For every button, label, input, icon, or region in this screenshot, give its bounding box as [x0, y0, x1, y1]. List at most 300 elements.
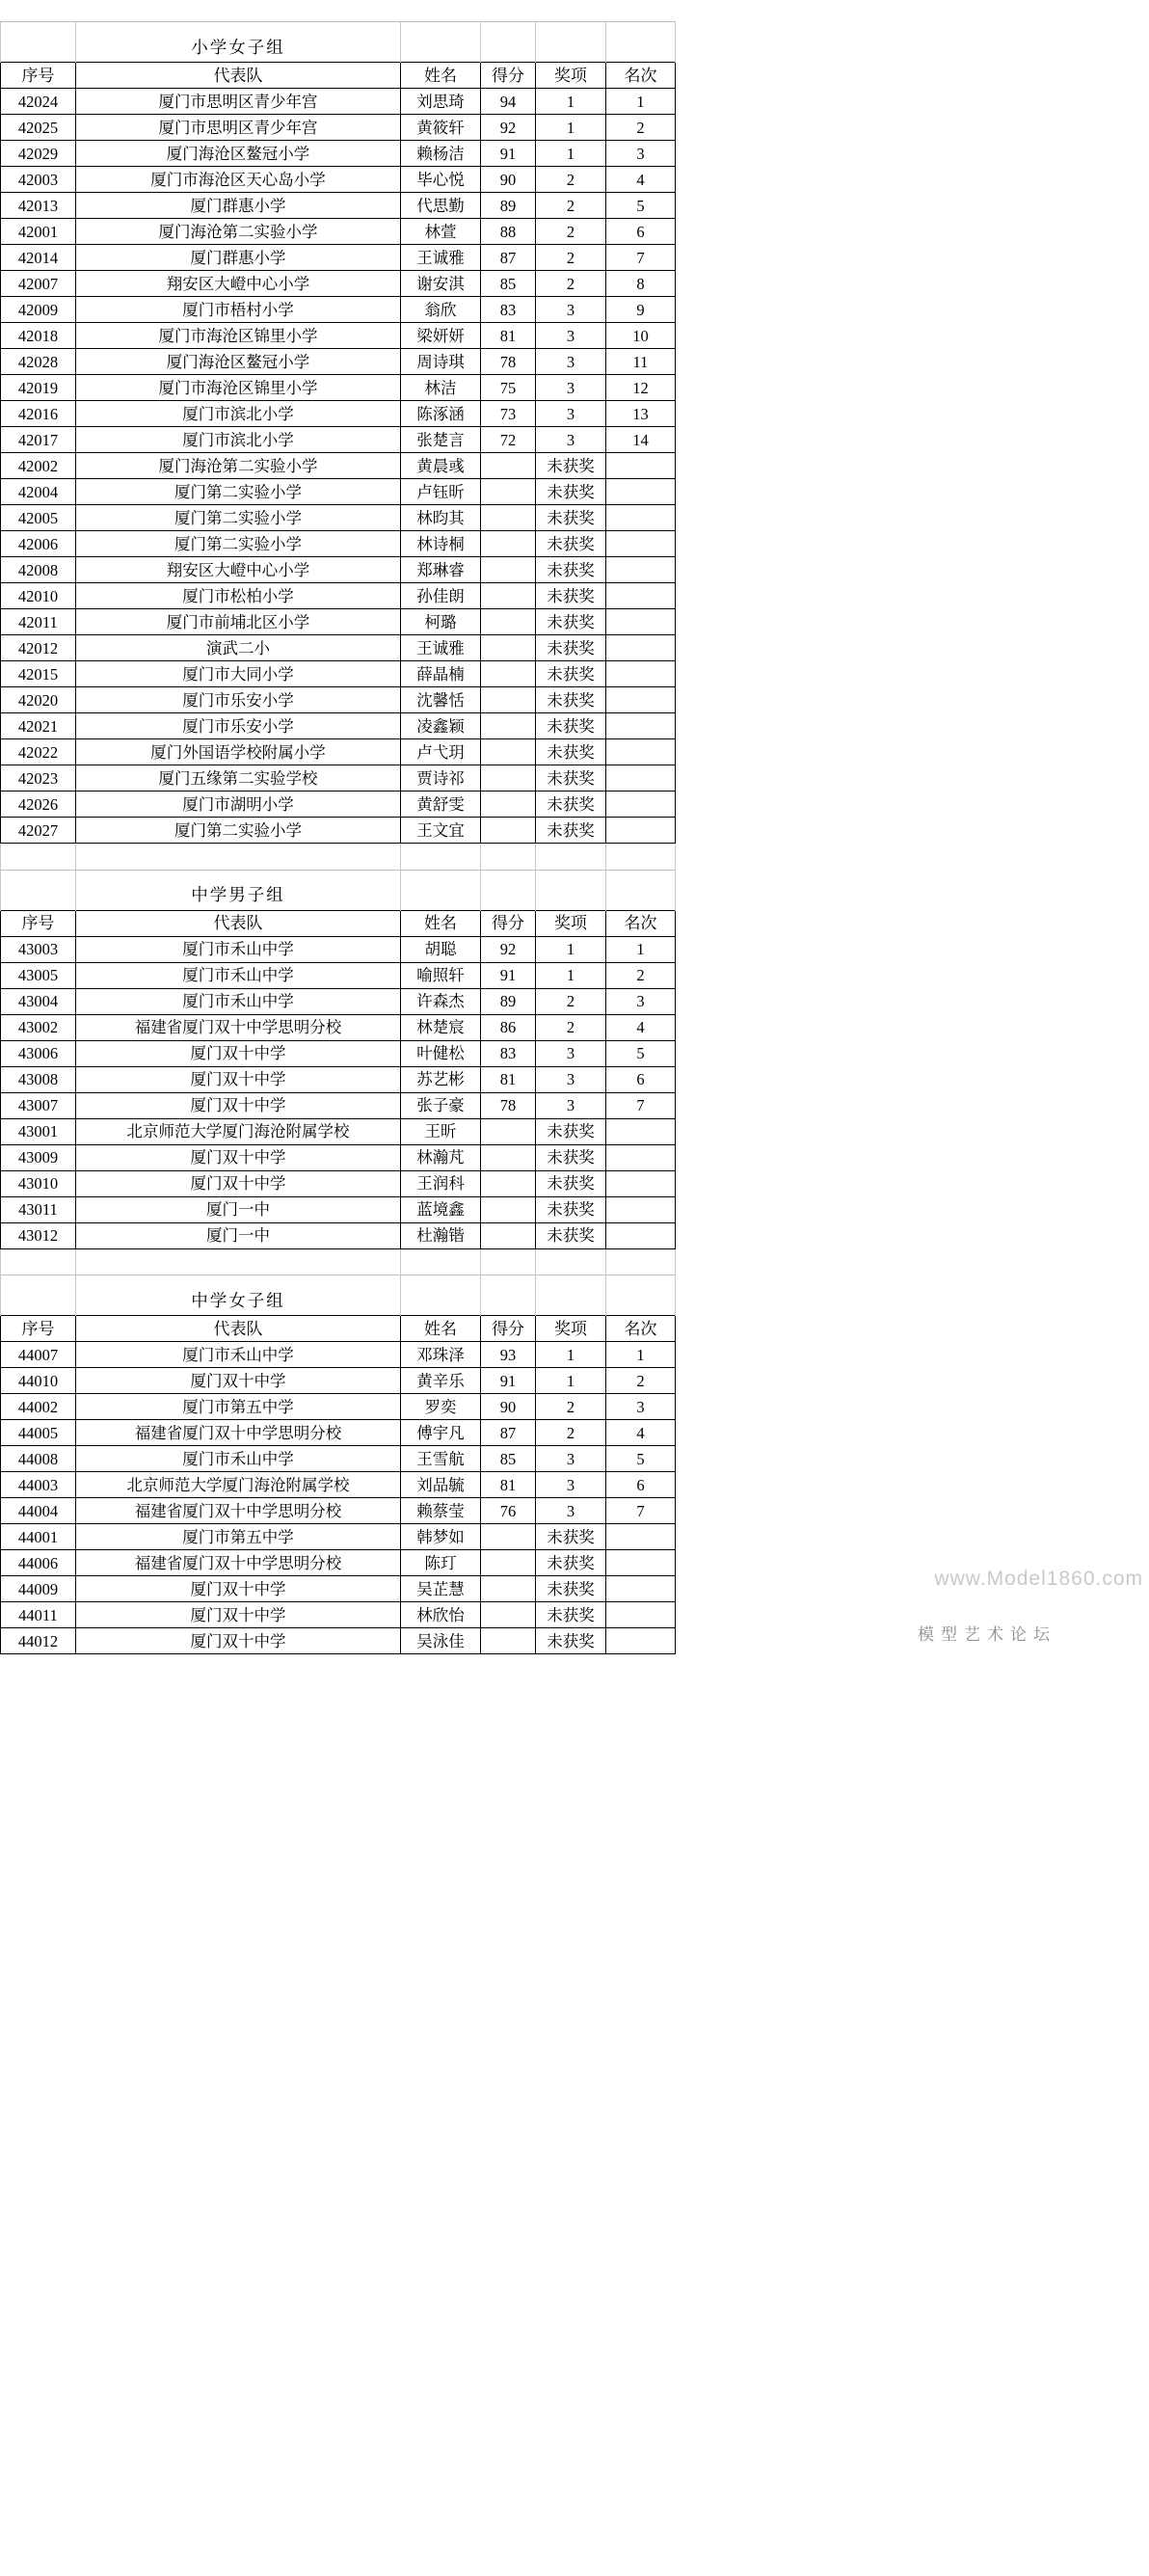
cell-award: 1 — [536, 962, 606, 988]
table-row — [1, 1342, 676, 1368]
cell-name: 林萱 — [401, 219, 481, 245]
cell-award: 未获奖 — [536, 557, 606, 583]
table-row — [1, 1066, 676, 1092]
table-row — [1, 1368, 676, 1394]
cell-team: 厦门五缘第二实验学校 — [76, 765, 401, 792]
cell-score — [481, 557, 536, 583]
title-pad-right — [401, 881, 481, 910]
cell-score — [481, 505, 536, 531]
cell-name: 谢安淇 — [401, 271, 481, 297]
cell-award: 未获奖 — [536, 1144, 606, 1170]
cell-award: 3 — [536, 323, 606, 349]
column-header-rank: 名次 — [606, 63, 676, 89]
table-row — [1, 1524, 676, 1550]
cell-name: 孙佳朗 — [401, 583, 481, 609]
cell-award: 3 — [536, 1040, 606, 1066]
cell-team: 厦门群惠小学 — [76, 193, 401, 219]
cell-seq: 42013 — [1, 193, 76, 219]
cell-rank — [606, 479, 676, 505]
cell-rank: 4 — [606, 167, 676, 193]
title-pad-right — [401, 34, 481, 63]
table-row — [1, 245, 676, 271]
cell-seq: 42025 — [1, 115, 76, 141]
cell-seq: 42004 — [1, 479, 76, 505]
column-header-seq: 序号 — [1, 63, 76, 89]
cell-team: 厦门市第五中学 — [76, 1524, 401, 1550]
cell-name: 林洁 — [401, 375, 481, 401]
section-title-row — [1, 34, 676, 63]
cell-award: 2 — [536, 988, 606, 1014]
section-title: 小学女子组 — [76, 34, 401, 63]
results-table — [0, 21, 676, 844]
cell-award: 2 — [536, 1394, 606, 1420]
cell-score: 78 — [481, 349, 536, 375]
cell-seq: 44007 — [1, 1342, 76, 1368]
section-divider-row — [1, 1275, 676, 1287]
cell-name: 梁妍妍 — [401, 323, 481, 349]
cell-award: 3 — [536, 1446, 606, 1472]
cell-award: 2 — [536, 271, 606, 297]
cell-award: 3 — [536, 1498, 606, 1524]
column-header-team: 代表队 — [76, 910, 401, 936]
cell-award: 未获奖 — [536, 1550, 606, 1576]
cell-rank — [606, 505, 676, 531]
cell-award: 未获奖 — [536, 1576, 606, 1602]
cell-seq: 43009 — [1, 1144, 76, 1170]
cell-award: 2 — [536, 245, 606, 271]
cell-score — [481, 1576, 536, 1602]
cell-seq: 42027 — [1, 818, 76, 844]
cell-score — [481, 531, 536, 557]
section-spacer-row — [1, 1249, 676, 1275]
table-row — [1, 1394, 676, 1420]
cell-team: 厦门市禾山中学 — [76, 1446, 401, 1472]
cell-team: 厦门海沧第二实验小学 — [76, 453, 401, 479]
table-row — [1, 1222, 676, 1248]
cell-name: 林欣怡 — [401, 1602, 481, 1628]
cell-seq: 42029 — [1, 141, 76, 167]
cell-award: 未获奖 — [536, 661, 606, 687]
cell-award: 未获奖 — [536, 792, 606, 818]
cell-name: 黄晨彧 — [401, 453, 481, 479]
cell-award: 2 — [536, 1420, 606, 1446]
cell-rank — [606, 1602, 676, 1628]
cell-award: 未获奖 — [536, 687, 606, 713]
cell-seq: 43005 — [1, 962, 76, 988]
cell-score — [481, 661, 536, 687]
cell-seq: 42026 — [1, 792, 76, 818]
table-row — [1, 115, 676, 141]
cell-seq: 44003 — [1, 1472, 76, 1498]
cell-team: 厦门第二实验小学 — [76, 531, 401, 557]
cell-name: 张子豪 — [401, 1092, 481, 1118]
cell-name: 王诚雅 — [401, 635, 481, 661]
cell-score — [481, 1196, 536, 1222]
cell-award: 未获奖 — [536, 1222, 606, 1248]
cell-name: 薛晶楠 — [401, 661, 481, 687]
cell-rank: 6 — [606, 219, 676, 245]
cell-rank: 9 — [606, 297, 676, 323]
cell-award: 未获奖 — [536, 1628, 606, 1654]
column-header-team: 代表队 — [76, 63, 401, 89]
results-table — [0, 1249, 676, 1655]
table-row — [1, 962, 676, 988]
cell-team: 厦门第二实验小学 — [76, 479, 401, 505]
cell-name: 张楚言 — [401, 427, 481, 453]
cell-name: 卢弋玥 — [401, 739, 481, 765]
cell-team: 厦门双十中学 — [76, 1368, 401, 1394]
cell-score: 94 — [481, 89, 536, 115]
table-row — [1, 1170, 676, 1196]
cell-name: 翁欣 — [401, 297, 481, 323]
column-header-team: 代表队 — [76, 1316, 401, 1342]
cell-rank: 7 — [606, 245, 676, 271]
table-row — [1, 988, 676, 1014]
cell-name: 王文宜 — [401, 818, 481, 844]
table-row — [1, 609, 676, 635]
table-row — [1, 1118, 676, 1144]
cell-name: 凌鑫颖 — [401, 713, 481, 739]
cell-team: 厦门双十中学 — [76, 1144, 401, 1170]
cell-rank: 10 — [606, 323, 676, 349]
cell-name: 贾诗祁 — [401, 765, 481, 792]
cell-team: 翔安区大嶝中心小学 — [76, 557, 401, 583]
table-row — [1, 936, 676, 962]
cell-score: 88 — [481, 219, 536, 245]
cell-rank — [606, 792, 676, 818]
table-row — [1, 739, 676, 765]
cell-team: 厦门市思明区青少年宫 — [76, 115, 401, 141]
cell-name: 卢钰昕 — [401, 479, 481, 505]
cell-award: 未获奖 — [536, 609, 606, 635]
cell-team: 厦门双十中学 — [76, 1602, 401, 1628]
cell-team: 福建省厦门双十中学思明分校 — [76, 1550, 401, 1576]
cell-rank — [606, 1550, 676, 1576]
cell-seq: 42028 — [1, 349, 76, 375]
column-header-seq: 序号 — [1, 1316, 76, 1342]
cell-score — [481, 1222, 536, 1248]
cell-score: 89 — [481, 988, 536, 1014]
table-row — [1, 661, 676, 687]
table-header-row — [1, 63, 676, 89]
cell-award: 3 — [536, 297, 606, 323]
title-pad-right — [401, 1287, 481, 1316]
cell-score — [481, 713, 536, 739]
cell-name: 王雪航 — [401, 1446, 481, 1472]
cell-score: 90 — [481, 1394, 536, 1420]
cell-score — [481, 739, 536, 765]
cell-score: 78 — [481, 1092, 536, 1118]
cell-rank — [606, 531, 676, 557]
cell-name: 黄辛乐 — [401, 1368, 481, 1394]
cell-team: 厦门市乐安小学 — [76, 713, 401, 739]
cell-score: 72 — [481, 427, 536, 453]
table-row — [1, 505, 676, 531]
cell-score: 83 — [481, 297, 536, 323]
section-spacer-row — [1, 844, 676, 870]
cell-rank: 2 — [606, 1368, 676, 1394]
section-title: 中学女子组 — [76, 1287, 401, 1316]
cell-score: 85 — [481, 271, 536, 297]
cell-award: 未获奖 — [536, 583, 606, 609]
cell-award: 1 — [536, 1368, 606, 1394]
cell-rank: 6 — [606, 1472, 676, 1498]
table-row — [1, 531, 676, 557]
cell-team: 厦门市松柏小学 — [76, 583, 401, 609]
cell-score: 87 — [481, 1420, 536, 1446]
cell-seq: 42012 — [1, 635, 76, 661]
cell-rank: 1 — [606, 1342, 676, 1368]
cell-score: 91 — [481, 962, 536, 988]
cell-team: 厦门市海沧区天心岛小学 — [76, 167, 401, 193]
cell-score — [481, 1550, 536, 1576]
cell-award: 3 — [536, 349, 606, 375]
cell-rank: 5 — [606, 1446, 676, 1472]
cell-rank — [606, 1524, 676, 1550]
cell-score: 90 — [481, 167, 536, 193]
cell-name: 王润科 — [401, 1170, 481, 1196]
table-row — [1, 297, 676, 323]
cell-seq: 42006 — [1, 531, 76, 557]
cell-award: 3 — [536, 427, 606, 453]
table-row — [1, 323, 676, 349]
cell-team: 厦门市禾山中学 — [76, 1342, 401, 1368]
cell-award: 2 — [536, 1014, 606, 1040]
cell-team: 厦门市滨北小学 — [76, 401, 401, 427]
cell-rank — [606, 1170, 676, 1196]
cell-name: 傅宇凡 — [401, 1420, 481, 1446]
cell-award: 1 — [536, 89, 606, 115]
cell-team: 厦门外国语学校附属小学 — [76, 739, 401, 765]
cell-award: 未获奖 — [536, 479, 606, 505]
cell-seq: 42023 — [1, 765, 76, 792]
cell-name: 苏艺彬 — [401, 1066, 481, 1092]
cell-seq: 42009 — [1, 297, 76, 323]
column-header-name: 姓名 — [401, 63, 481, 89]
cell-name: 喻照轩 — [401, 962, 481, 988]
cell-award: 2 — [536, 193, 606, 219]
cell-seq: 43010 — [1, 1170, 76, 1196]
cell-award: 3 — [536, 1066, 606, 1092]
cell-rank: 13 — [606, 401, 676, 427]
cell-seq: 43001 — [1, 1118, 76, 1144]
cell-name: 林昀其 — [401, 505, 481, 531]
column-header-award: 奖项 — [536, 1316, 606, 1342]
section-divider-row — [1, 870, 676, 881]
cell-name: 杜瀚锴 — [401, 1222, 481, 1248]
cell-rank — [606, 1196, 676, 1222]
cell-seq: 44001 — [1, 1524, 76, 1550]
cell-seq: 44004 — [1, 1498, 76, 1524]
cell-award: 未获奖 — [536, 1602, 606, 1628]
cell-team: 翔安区大嶝中心小学 — [76, 271, 401, 297]
cell-name: 赖蔡莹 — [401, 1498, 481, 1524]
cell-team: 厦门市第五中学 — [76, 1394, 401, 1420]
watermark-forum: 模型艺术论坛 — [918, 1625, 1056, 1644]
table-header-row — [1, 1316, 676, 1342]
table-row — [1, 1092, 676, 1118]
cell-score — [481, 479, 536, 505]
cell-rank: 6 — [606, 1066, 676, 1092]
cell-rank: 14 — [606, 427, 676, 453]
cell-score: 92 — [481, 115, 536, 141]
table-row — [1, 687, 676, 713]
column-header-score: 得分 — [481, 1316, 536, 1342]
cell-seq: 43008 — [1, 1066, 76, 1092]
cell-name: 陈涿涵 — [401, 401, 481, 427]
cell-name: 林瀚芃 — [401, 1144, 481, 1170]
cell-seq: 42015 — [1, 661, 76, 687]
cell-seq: 44002 — [1, 1394, 76, 1420]
cell-rank — [606, 1628, 676, 1654]
table-row — [1, 1498, 676, 1524]
cell-award: 未获奖 — [536, 505, 606, 531]
cell-seq: 44010 — [1, 1368, 76, 1394]
cell-seq: 42003 — [1, 167, 76, 193]
cell-score — [481, 1602, 536, 1628]
cell-score: 91 — [481, 141, 536, 167]
table-row — [1, 89, 676, 115]
cell-seq: 43012 — [1, 1222, 76, 1248]
cell-award: 3 — [536, 1472, 606, 1498]
cell-rank — [606, 1576, 676, 1602]
cell-name: 邓珠泽 — [401, 1342, 481, 1368]
cell-score: 92 — [481, 936, 536, 962]
cell-seq: 44005 — [1, 1420, 76, 1446]
table-row — [1, 557, 676, 583]
cell-rank: 3 — [606, 1394, 676, 1420]
cell-award: 2 — [536, 219, 606, 245]
cell-rank — [606, 818, 676, 844]
table-row — [1, 1040, 676, 1066]
table-row — [1, 375, 676, 401]
cell-award: 未获奖 — [536, 453, 606, 479]
cell-name: 陈玎 — [401, 1550, 481, 1576]
column-header-rank: 名次 — [606, 1316, 676, 1342]
table-row — [1, 219, 676, 245]
cell-name: 周诗琪 — [401, 349, 481, 375]
cell-score — [481, 453, 536, 479]
cell-seq: 43011 — [1, 1196, 76, 1222]
cell-rank: 5 — [606, 1040, 676, 1066]
cell-score — [481, 609, 536, 635]
cell-score: 91 — [481, 1368, 536, 1394]
cell-team: 厦门市滨北小学 — [76, 427, 401, 453]
cell-award: 未获奖 — [536, 765, 606, 792]
table-row — [1, 1144, 676, 1170]
cell-rank — [606, 609, 676, 635]
cell-award: 未获奖 — [536, 1170, 606, 1196]
cell-rank — [606, 1118, 676, 1144]
cell-rank — [606, 453, 676, 479]
column-header-score: 得分 — [481, 63, 536, 89]
table-row — [1, 818, 676, 844]
cell-team: 福建省厦门双十中学思明分校 — [76, 1420, 401, 1446]
cell-name: 吴泳佳 — [401, 1628, 481, 1654]
cell-award: 未获奖 — [536, 818, 606, 844]
table-row — [1, 427, 676, 453]
cell-award: 未获奖 — [536, 1524, 606, 1550]
cell-award: 1 — [536, 1342, 606, 1368]
cell-team: 厦门双十中学 — [76, 1092, 401, 1118]
cell-team: 厦门市前埔北区小学 — [76, 609, 401, 635]
cell-name: 林诗桐 — [401, 531, 481, 557]
cell-rank — [606, 765, 676, 792]
cell-score — [481, 1170, 536, 1196]
cell-rank: 2 — [606, 962, 676, 988]
cell-seq: 43004 — [1, 988, 76, 1014]
cell-score: 81 — [481, 1472, 536, 1498]
cell-team: 厦门群惠小学 — [76, 245, 401, 271]
cell-name: 赖杨洁 — [401, 141, 481, 167]
table-row — [1, 1472, 676, 1498]
cell-name: 王诚雅 — [401, 245, 481, 271]
cell-award: 未获奖 — [536, 1118, 606, 1144]
table-row — [1, 1628, 676, 1654]
cell-team: 厦门市海沧区锦里小学 — [76, 375, 401, 401]
cell-score: 81 — [481, 323, 536, 349]
cell-score — [481, 687, 536, 713]
cell-seq: 42002 — [1, 453, 76, 479]
cell-team: 厦门市乐安小学 — [76, 687, 401, 713]
cell-seq: 44011 — [1, 1602, 76, 1628]
column-header-award: 奖项 — [536, 63, 606, 89]
cell-name: 黄筱轩 — [401, 115, 481, 141]
cell-name: 叶健松 — [401, 1040, 481, 1066]
table-row — [1, 1550, 676, 1576]
cell-rank — [606, 739, 676, 765]
cell-seq: 42007 — [1, 271, 76, 297]
cell-name: 黄舒雯 — [401, 792, 481, 818]
table-row — [1, 713, 676, 739]
cell-rank — [606, 557, 676, 583]
cell-rank — [606, 1222, 676, 1248]
cell-award: 1 — [536, 115, 606, 141]
table-row — [1, 349, 676, 375]
title-pad-left — [1, 881, 76, 910]
table-row — [1, 792, 676, 818]
cell-rank — [606, 1144, 676, 1170]
cell-score — [481, 1118, 536, 1144]
cell-team: 厦门市禾山中学 — [76, 936, 401, 962]
cell-rank: 3 — [606, 988, 676, 1014]
cell-seq: 43007 — [1, 1092, 76, 1118]
cell-seq: 42005 — [1, 505, 76, 531]
cell-name: 胡聪 — [401, 936, 481, 962]
cell-team: 厦门市思明区青少年宫 — [76, 89, 401, 115]
cell-seq: 42019 — [1, 375, 76, 401]
cell-team: 厦门海沧区鳌冠小学 — [76, 349, 401, 375]
column-header-seq: 序号 — [1, 910, 76, 936]
cell-seq: 43002 — [1, 1014, 76, 1040]
cell-score: 85 — [481, 1446, 536, 1472]
table-header-row — [1, 910, 676, 936]
cell-seq: 44008 — [1, 1446, 76, 1472]
cell-seq: 42017 — [1, 427, 76, 453]
section-title-row — [1, 881, 676, 910]
table-row — [1, 271, 676, 297]
cell-rank: 1 — [606, 936, 676, 962]
table-row — [1, 635, 676, 661]
cell-team: 厦门市湖明小学 — [76, 792, 401, 818]
cell-name: 罗奕 — [401, 1394, 481, 1420]
section-title-row — [1, 1287, 676, 1316]
cell-seq: 42024 — [1, 89, 76, 115]
cell-team: 北京师范大学厦门海沧附属学校 — [76, 1118, 401, 1144]
title-pad-left — [1, 34, 76, 63]
cell-name: 刘品毓 — [401, 1472, 481, 1498]
cell-team: 厦门市禾山中学 — [76, 988, 401, 1014]
